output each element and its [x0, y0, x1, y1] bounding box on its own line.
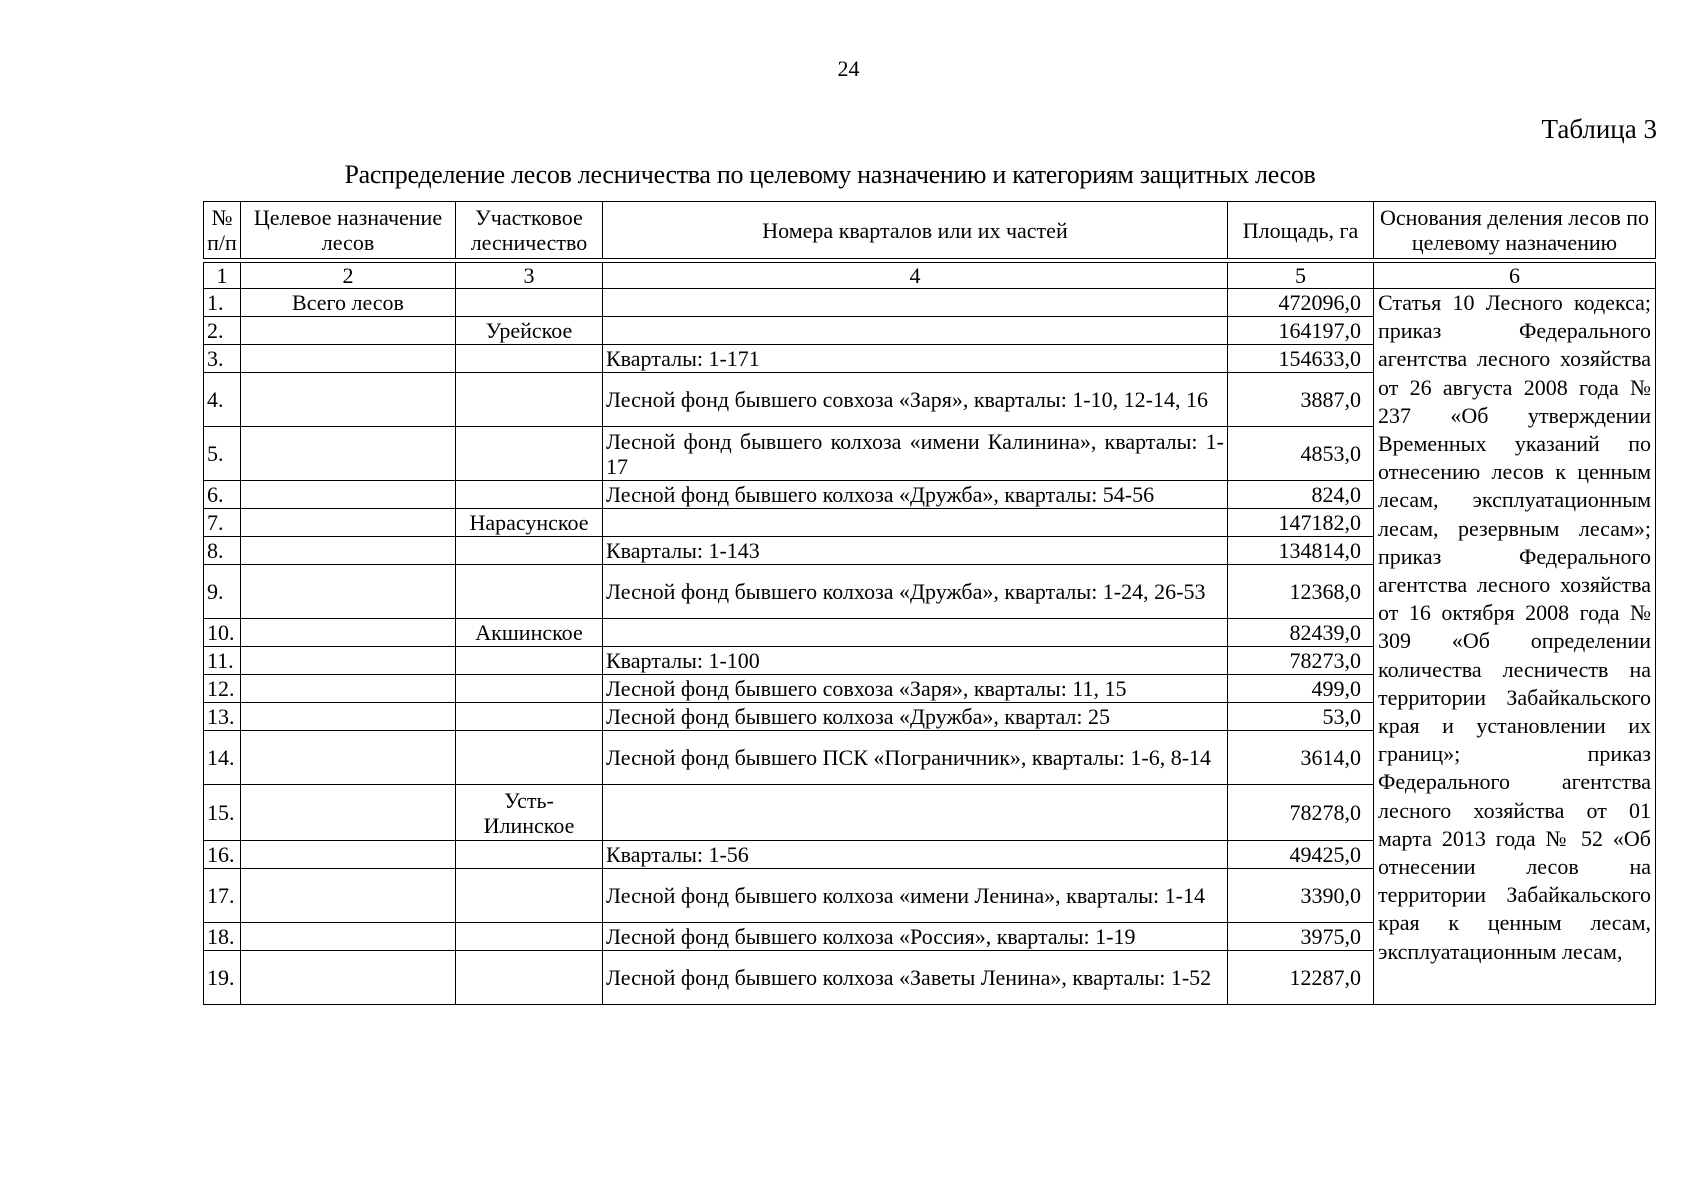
page-number: 24	[837, 56, 860, 81]
row-district: Урейское	[456, 317, 603, 345]
row-quarters: Кварталы: 1-171	[603, 345, 1228, 373]
row-quarters	[603, 289, 1228, 317]
row-num: 10.	[204, 619, 241, 647]
row-district: Нарасунское	[456, 509, 603, 537]
row-district	[456, 481, 603, 509]
row-purpose	[241, 427, 456, 481]
row-quarters: Лесной фонд бывшего колхоза «Дружба», кварталы: 54-56	[603, 481, 1228, 509]
row-num: 9.	[204, 565, 241, 619]
document-title: Распределение лесов лесничества по целевому назначению и категориям защитных лесов	[344, 160, 1316, 189]
row-num: 16.	[204, 841, 241, 869]
row-area: 3887,0	[1228, 373, 1374, 427]
row-purpose	[241, 373, 456, 427]
row-district	[456, 731, 603, 785]
row-district	[456, 427, 603, 481]
row-quarters: Лесной фонд бывшего колхоза «имени Ленина», кварталы: 1-14	[603, 869, 1228, 923]
row-num: 5.	[204, 427, 241, 481]
row-area: 12368,0	[1228, 565, 1374, 619]
table-row	[204, 289, 1656, 317]
row-num: 4.	[204, 373, 241, 427]
row-quarters: Лесной фонд бывшего совхоза «Заря», кварталы: 1-10, 12-14, 16	[603, 373, 1228, 427]
row-quarters: Кварталы: 1-100	[603, 647, 1228, 675]
row-quarters	[603, 785, 1228, 841]
forest-distribution-table	[203, 201, 1656, 1005]
basis-text: Статья 10 Лесного кодекса; приказ Федерального агентства лесного хозяйства от 26 августа 2008 года № 237 «Об утверждении Временных указаний по отнесению лесов к ценным лесам, эксплуатационным лесам, резервным лесам»; приказ Федерального агентства лесного хозяйства от 16 октября 2008 года № 309 «Об определении количества лесничеств на территории Забайкальского края и установлении их границ»; приказ Федерального агентства лесного хозяйства от 01 марта 2013 года № 52 «Об отнесении лесов на территории Забайкальского края к ценным лесам, эксплуатационным лесам,	[1374, 289, 1656, 1005]
column-number-row	[204, 263, 1656, 289]
row-quarters	[603, 509, 1228, 537]
row-quarters	[603, 619, 1228, 647]
row-area: 147182,0	[1228, 509, 1374, 537]
row-quarters: Кварталы: 1-56	[603, 841, 1228, 869]
row-num: 7.	[204, 509, 241, 537]
row-quarters: Лесной фонд бывшего совхоза «Заря», кварталы: 11, 15	[603, 675, 1228, 703]
row-purpose	[241, 537, 456, 565]
table-label: Таблица 3	[1541, 114, 1657, 144]
row-num: 14.	[204, 731, 241, 785]
row-area: 154633,0	[1228, 345, 1374, 373]
row-quarters: Лесной фонд бывшего колхоза «Заветы Ленина», кварталы: 1-52	[603, 951, 1228, 1005]
row-num: 12.	[204, 675, 241, 703]
row-quarters: Лесной фонд бывшего ПСК «Пограничник», кварталы: 1-6, 8-14	[603, 731, 1228, 785]
row-purpose	[241, 619, 456, 647]
row-quarters: Лесной фонд бывшего колхоза «имени Калинина», кварталы: 1-17	[603, 427, 1228, 481]
row-area: 3390,0	[1228, 869, 1374, 923]
row-quarters: Кварталы: 1-143	[603, 537, 1228, 565]
row-num: 15.	[204, 785, 241, 841]
row-area: 164197,0	[1228, 317, 1374, 345]
row-num: 11.	[204, 647, 241, 675]
row-purpose	[241, 675, 456, 703]
row-purpose	[241, 647, 456, 675]
column-number: 2	[241, 263, 456, 289]
header-area: Площадь, га	[1228, 202, 1374, 259]
row-num: 13.	[204, 703, 241, 731]
row-purpose: Всего лесов	[241, 289, 456, 317]
row-area: 78273,0	[1228, 647, 1374, 675]
column-number: 6	[1374, 263, 1656, 289]
row-num: 19.	[204, 951, 241, 1005]
row-area: 3614,0	[1228, 731, 1374, 785]
row-area: 824,0	[1228, 481, 1374, 509]
column-number: 4	[603, 263, 1228, 289]
row-num: 17.	[204, 869, 241, 923]
column-number: 3	[456, 263, 603, 289]
row-district	[456, 923, 603, 951]
row-purpose	[241, 731, 456, 785]
row-district	[456, 675, 603, 703]
row-area: 4853,0	[1228, 427, 1374, 481]
row-area: 12287,0	[1228, 951, 1374, 1005]
row-purpose	[241, 923, 456, 951]
row-area: 499,0	[1228, 675, 1374, 703]
column-number: 5	[1228, 263, 1374, 289]
header-basis: Основания деления лесов по целевому назначению	[1374, 202, 1656, 259]
row-district	[456, 537, 603, 565]
row-purpose	[241, 785, 456, 841]
header-row	[204, 202, 1656, 259]
row-quarters	[603, 317, 1228, 345]
row-district	[456, 565, 603, 619]
row-num: 3.	[204, 345, 241, 373]
row-area: 134814,0	[1228, 537, 1374, 565]
row-district	[456, 373, 603, 427]
header-quarters: Номера кварталов или их частей	[603, 202, 1228, 259]
row-num: 18.	[204, 923, 241, 951]
row-purpose	[241, 481, 456, 509]
row-quarters: Лесной фонд бывшего колхоза «Россия», кварталы: 1-19	[603, 923, 1228, 951]
header-district: Участковое лесничество	[456, 202, 603, 259]
row-quarters: Лесной фонд бывшего колхоза «Дружба», кварталы: 1-24, 26-53	[603, 565, 1228, 619]
row-area: 53,0	[1228, 703, 1374, 731]
header-purpose: Целевое назначение лесов	[241, 202, 456, 259]
row-num: 6.	[204, 481, 241, 509]
row-area: 472096,0	[1228, 289, 1374, 317]
row-purpose	[241, 565, 456, 619]
row-district	[456, 703, 603, 731]
row-purpose	[241, 317, 456, 345]
row-purpose	[241, 509, 456, 537]
row-district: Усть-Илинское	[456, 785, 603, 841]
row-district	[456, 647, 603, 675]
row-area: 78278,0	[1228, 785, 1374, 841]
row-num: 2.	[204, 317, 241, 345]
row-num: 8.	[204, 537, 241, 565]
row-quarters: Лесной фонд бывшего колхоза «Дружба», квартал: 25	[603, 703, 1228, 731]
row-purpose	[241, 841, 456, 869]
row-district	[456, 869, 603, 923]
header-num: № п/п	[204, 202, 241, 259]
row-purpose	[241, 703, 456, 731]
row-district	[456, 951, 603, 1005]
row-num: 1.	[204, 289, 241, 317]
row-district: Акшинское	[456, 619, 603, 647]
column-number: 1	[204, 263, 241, 289]
row-purpose	[241, 951, 456, 1005]
row-purpose	[241, 345, 456, 373]
row-area: 49425,0	[1228, 841, 1374, 869]
row-district	[456, 841, 603, 869]
row-district	[456, 289, 603, 317]
row-area: 82439,0	[1228, 619, 1374, 647]
row-district	[456, 345, 603, 373]
row-area: 3975,0	[1228, 923, 1374, 951]
row-purpose	[241, 869, 456, 923]
